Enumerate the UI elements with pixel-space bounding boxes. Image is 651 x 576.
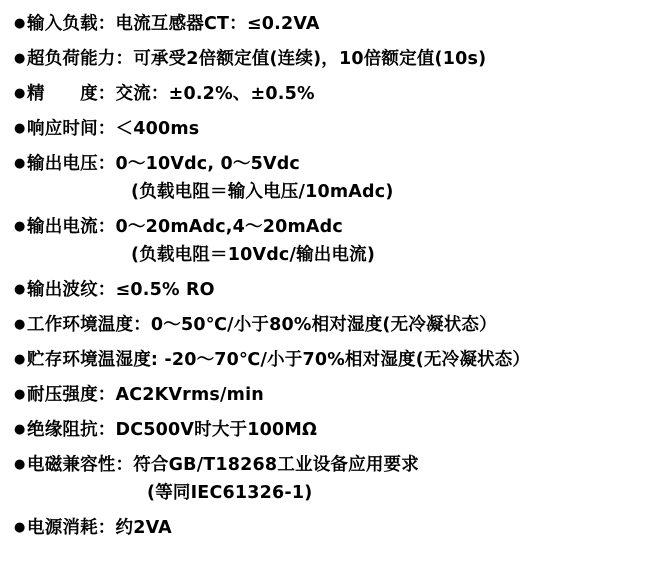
spec-line: 响应时间：＜400ms: [27, 119, 200, 139]
bullet-icon: ●: [14, 16, 26, 31]
bullet-icon: ●: [14, 387, 26, 402]
spec-body: [27, 150, 651, 206]
spec-body: [27, 514, 651, 542]
list-item: [14, 276, 651, 304]
bullet-icon: ●: [14, 352, 26, 367]
bullet-icon: ●: [14, 520, 26, 535]
spec-body: [27, 80, 651, 108]
list-item: [14, 311, 651, 339]
spec-line: 绝缘阻抗：DC500V时大于100MΩ: [27, 420, 318, 440]
spec-body: [27, 213, 651, 269]
list-item: [14, 213, 651, 269]
spec-line-continuation: (等同IEC61326-1): [147, 483, 313, 503]
spec-line: 工作环境温度：0～50℃/小于80%相对湿度(无冷凝状态）: [27, 315, 497, 335]
spec-body: [27, 10, 651, 38]
list-item: [14, 80, 651, 108]
spec-line-continuation: (负载电阻＝输入电压/10mAdc): [131, 182, 394, 202]
bullet-icon: ●: [14, 219, 26, 234]
bullet-icon: ●: [14, 457, 26, 472]
spec-body: [27, 451, 651, 507]
bullet-icon: ●: [14, 121, 26, 136]
list-item: [14, 150, 651, 206]
spec-line: 超负荷能力：可承受2倍额定值(连续)，10倍额定值(10s): [27, 49, 487, 69]
spec-body: [27, 381, 651, 409]
spec-body: [27, 45, 651, 73]
spec-body: [27, 311, 651, 339]
spec-line: 输出波纹：≤0.5% RO: [27, 280, 215, 300]
bullet-icon: ●: [14, 317, 26, 332]
list-item: [14, 381, 651, 409]
spec-line: 输入负载：电流互感器CT：≤0.2VA: [27, 14, 320, 34]
spec-line: 电磁兼容性：符合GB/T18268工业设备应用要求: [27, 455, 419, 475]
spec-body: [27, 346, 651, 374]
spec-body: [27, 416, 651, 444]
spec-line: 电源消耗：约2VA: [27, 518, 172, 538]
spec-line: 耐压强度：AC2KVrms/min: [27, 385, 264, 405]
bullet-icon: ●: [14, 282, 26, 297]
spec-body: [27, 115, 651, 143]
list-item: [14, 451, 651, 507]
spec-line: 精 度：交流：±0.2%、±0.5%: [27, 84, 315, 104]
bullet-icon: ●: [14, 86, 26, 101]
spec-line-continuation: (负载电阻＝10Vdc/输出电流): [131, 245, 376, 265]
list-item: [14, 416, 651, 444]
spec-body: [27, 276, 651, 304]
list-item: [14, 514, 651, 542]
bullet-icon: ●: [14, 422, 26, 437]
spec-line: 输出电流：0～20mAdc,4～20mAdc: [27, 217, 343, 237]
bullet-icon: ●: [14, 156, 26, 171]
list-item: [14, 115, 651, 143]
list-item: [14, 10, 651, 38]
bullet-icon: ●: [14, 51, 26, 66]
spec-line: 贮存环境温湿度: -20～70℃/小于70%相对湿度(无冷凝状态）: [27, 350, 531, 370]
list-item: [14, 45, 651, 73]
spec-line: 输出电压：0～10Vdc, 0～5Vdc: [27, 154, 301, 174]
list-item: [14, 346, 651, 374]
